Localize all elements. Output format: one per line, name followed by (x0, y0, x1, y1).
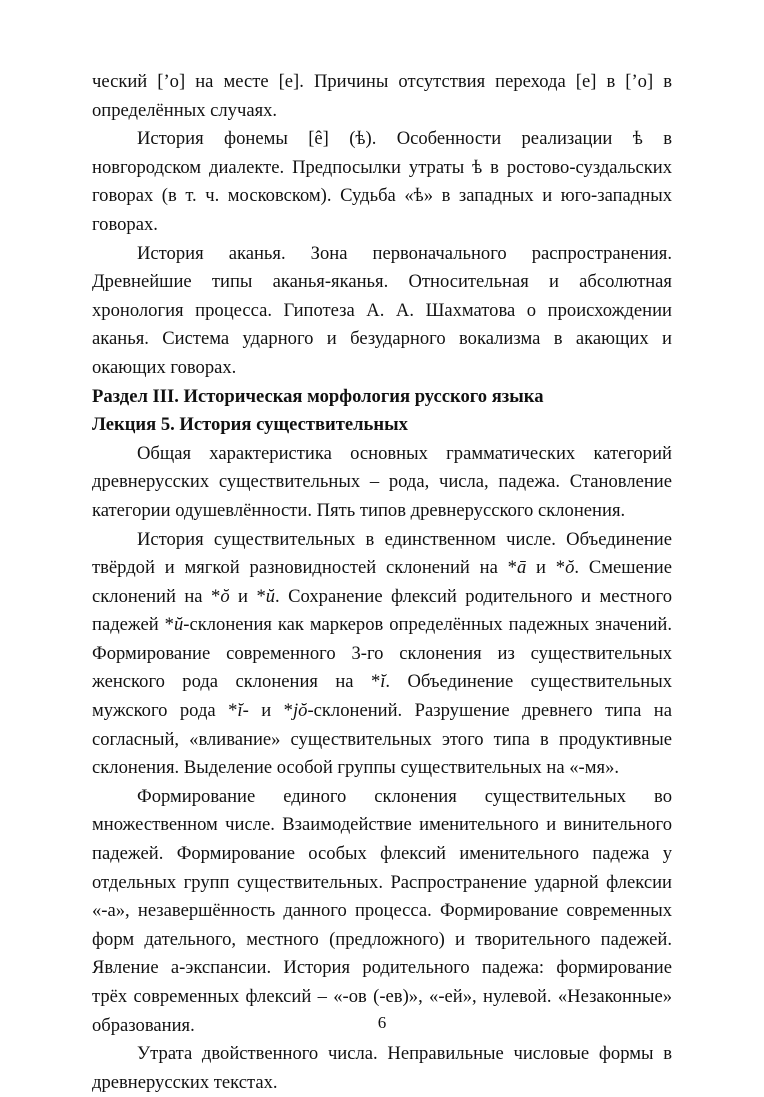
page-number: 6 (377, 1013, 387, 1032)
text-run: - и * (242, 700, 293, 722)
stem-vowel: ĭ (380, 671, 386, 693)
page-body (92, 68, 672, 1097)
text-run: . Сохранение флексий родительного и местного падежей * (92, 585, 673, 636)
stem-vowel: ŭ (265, 585, 276, 607)
lecture-title: Лекция 5. История существительных (92, 414, 408, 436)
section-title: Раздел III. Историческая морфология русского языка (92, 385, 544, 407)
stem-vowel: ĭ (237, 700, 243, 722)
stem-vowel: ā (516, 557, 527, 579)
paragraph-dual-number: Утрата двойственного числа. Неправильные числовые формы в древнерусских текстах. (92, 1043, 672, 1093)
text-run: -склонений. Разрушение древнего типа на согласный, «вливание» существительных этого типа в продуктивные склонения. Выделение особой группы существительных на «-мя». (92, 700, 672, 779)
text-run: и * (229, 585, 266, 607)
paragraph-yat-history: История фонемы [ê] (ѣ). Особенности реализации ѣ в новгородском диалекте. Предпосылки утраты ѣ в ростово-суздальских говорах (в т. ч. московском). Судьба «ѣ» в западных и юго-западных говорах. (92, 128, 672, 235)
paragraph-singular-nouns (92, 526, 672, 783)
paragraph-plural-nouns: Формирование единого склонения существительных во множественном числе. Взаимодействие именительного и винительного падежей. Формирование особых флексий именительного падежа у отдельных групп существительных. Распространение ударной флексии «-а», незавершённость данного процесса. Формирование современных форм дательного, местного (предложного) и творительного падежей. Явление а-экспансии. История родительного падежа: формирование трёх современных флексий – «-ов (-ев)», «-ей», нулевой. «Незаконные» образования. (92, 785, 672, 1036)
text-run: -склонения как маркеров определённых падежных значений. Формирование современного 3-го склонения из существительных женского рода склонения на * (92, 614, 672, 693)
stem-vowel: ŭ (173, 614, 184, 636)
paragraph-akanye-history: История аканья. Зона первоначального распространения. Древнейшие типы аканья-яканья. Относительная и абсолютная хронология процесса. Гипотеза А. А. Шахматова о происхождении аканья. Система ударного и безударного вокализма в акающих и окающих говорах. (92, 242, 672, 378)
stem-vowel: jŏ (292, 700, 308, 722)
text-run: . Объединение существительных мужского рода * (92, 671, 672, 722)
continuation-paragraph: ческий [ʼo] на месте [e]. Причины отсутствия перехода [e] в [ʼo] в определённых случаях. (92, 71, 672, 121)
text-run: и * (526, 557, 566, 579)
stem-vowel: ŏ (220, 585, 230, 607)
paragraph-general-characteristics: Общая характеристика основных грамматических категорий древнерусских существительных – рода, числа, падежа. Становление категории одушевлённости. Пять типов древнерусского склонения. (92, 442, 672, 521)
text-run: История существительных в единственном числе. Объединение твёрдой и мягкой разновидностей склонений на * (92, 528, 672, 579)
stem-vowel: ŏ (565, 557, 575, 579)
text-run: . Смешение склонений на * (92, 557, 672, 607)
